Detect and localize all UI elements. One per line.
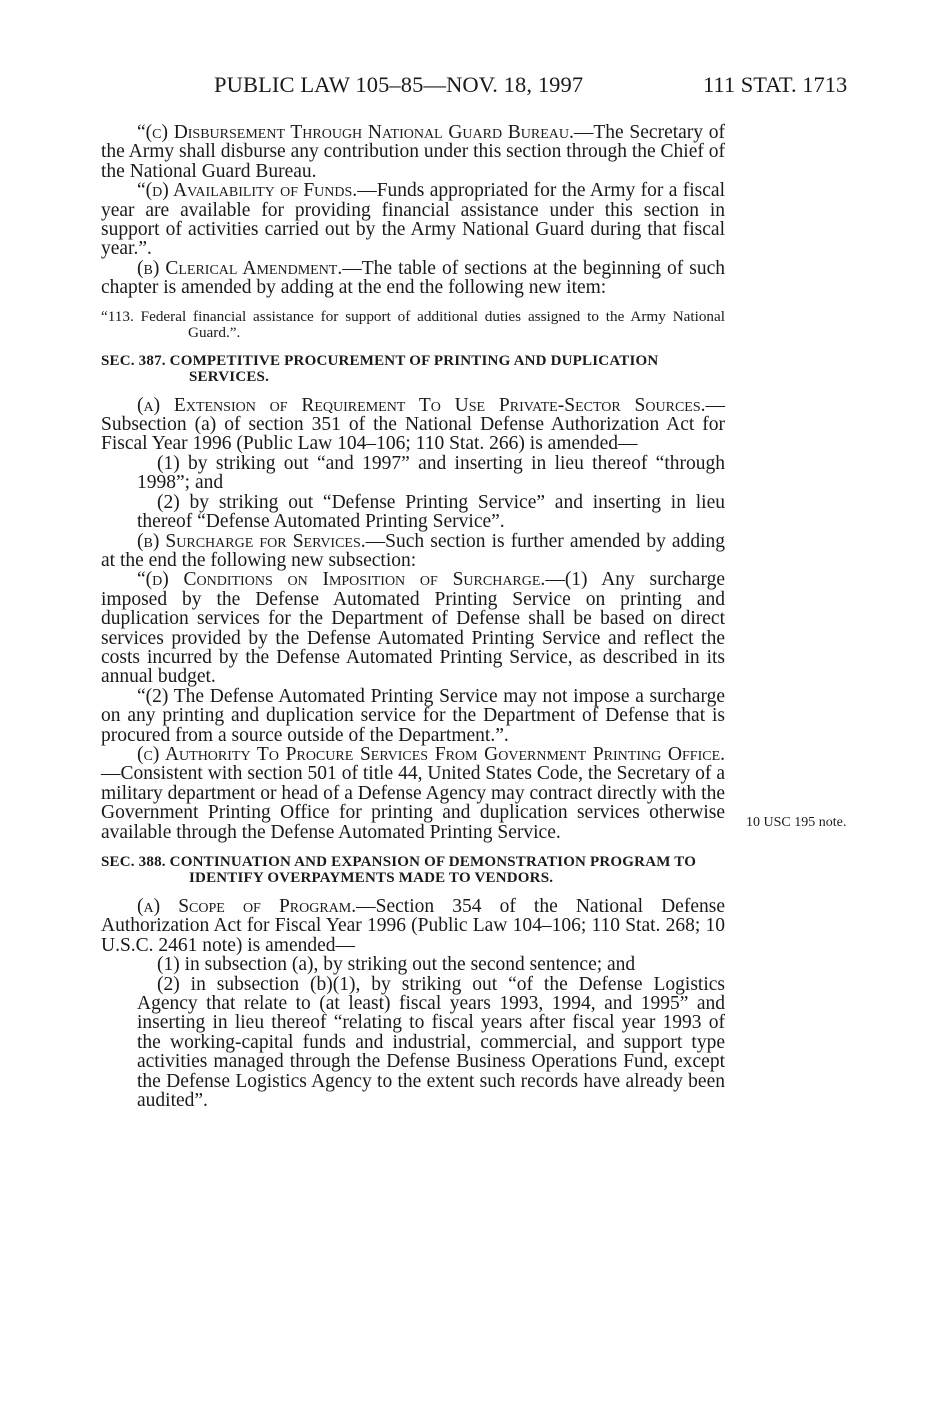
- s387-a1: (1) by striking out “and 1997” and inserting in lieu thereof “through 1998”; and: [137, 452, 725, 494]
- s388-a-text: —Section 354 of the National Defense Authorization Act for Fiscal Year 1996 (Public Law 104–106; 110 Stat. 268; 10 U.S.C. 2461 note) is amended—: [101, 896, 725, 956]
- s387-paragraph-b: [101, 532, 725, 571]
- paragraph-b: [101, 259, 725, 298]
- s387-a2: (2) by striking out “Defense Printing Service” and inserting in lieu thereof “Defense Automated Printing Service”.: [137, 491, 725, 533]
- s387-paragraph-d: [101, 570, 725, 686]
- running-header-title: PUBLIC LAW 105–85—NOV. 18, 1997: [214, 72, 584, 97]
- s388-a1: (1) in subsection (a), by striking out the second sentence; and: [157, 954, 636, 976]
- table-of-sections-item: [101, 309, 725, 341]
- s387-c-text: —Consistent with section 501 of title 44, United States Code, the Secretary of a military department or head of a Defense Agency may contract directly with the Government Printing Office for printing and duplication services otherwise available through the Defense Automated Printing Service.: [101, 763, 725, 843]
- s387-paragraph-a: [101, 396, 725, 454]
- s388-a-heading: (a) Scope of Program.: [137, 896, 357, 917]
- paragraph-d-text: —Funds appropriated for the Army for a fiscal year are available for providing financial assistance under this section in support of activities carried out by the Army National Guard during that fiscal year.”.: [101, 180, 726, 260]
- body-column-top: [101, 123, 725, 1110]
- item-113: “113. Federal financial assistance for support of additional duties assigned to the Army National Guard.”.: [101, 307, 725, 341]
- section-387-heading: SEC. 387. COMPETITIVE PROCUREMENT OF PRINTING AND DUPLICATION SERVICES.: [101, 352, 659, 385]
- s388-a2: (2) in subsection (b)(1), by striking out “of the Defense Logistics Agency that relate to (at least) fiscal years 1993, 1994, and 1995” and inserting in lieu thereof “relating to fiscal years after fiscal year 1993 of the working-capital funds and industrial, commercial, and support type activities managed through the Defense Business Operations Fund, except the Defense Logistics Agency to the extent such records have already been audited”.: [137, 973, 725, 1112]
- s387-paragraph-c: [101, 745, 725, 842]
- s388-paragraph-a: [101, 897, 725, 955]
- paragraph-b-text: —The table of sections at the beginning of such chapter is amended by adding at the end the following new item:: [101, 257, 725, 299]
- paragraph-d-heading: “(d) Availability of Funds.: [137, 180, 358, 202]
- s387-c-heading: (c) Authority To Procure Services From Government Printing Office.: [137, 743, 725, 765]
- s387-d-text: —(1) Any surcharge imposed by the Defense Automated Printing Service on printing and duplication services for the Department of Defense shall be based on direct services provided by the Defense Automated Printing Service and reflect the costs incurred by the Defense Automated Printing Service, as described in its annual budget.: [101, 569, 725, 688]
- paragraph-d: [101, 181, 725, 259]
- s387-d2: “(2) The Defense Automated Printing Service may not impose a surcharge on any printing and duplication service for the Department of Defense that is procured from a source outside of the Department.”.: [101, 685, 725, 746]
- paragraph-c-heading: “(c) Disbursement Through National Guard Bureau.: [137, 122, 574, 143]
- s387-a-heading: (a) Extension of Requirement To Use Private-Sector Sources.: [137, 394, 706, 416]
- s387-d-heading: “(d) Conditions on Imposition of Surcharge.: [137, 569, 546, 591]
- s387-b-heading: (b) Surcharge for Services.: [137, 530, 366, 552]
- paragraph-b-heading: (b) Clerical Amendment.: [137, 257, 343, 279]
- section-388-heading: SEC. 388. CONTINUATION AND EXPANSION OF DEMONSTRATION PROGRAM TO IDENTIFY OVERPAYMENTS MADE TO VENDORS.: [101, 854, 697, 886]
- s387-b-text: —Such section is further amended by adding at the end the following new subsection:: [101, 530, 725, 571]
- paragraph-c-text: —The Secretary of the Army shall disburse any contribution under this section through the Chief of the National Guard Bureau.: [101, 122, 725, 182]
- s387-a-text: —Subsection (a) of section 351 of the National Defense Authorization Act for Fiscal Year 1996 (Public Law 104–106; 110 Stat. 266) is amended—: [101, 394, 725, 455]
- running-header-page: 111 STAT. 1713: [703, 72, 848, 97]
- margin-note: 10 USC 195 note.: [746, 815, 847, 830]
- paragraph-c: [101, 123, 725, 181]
